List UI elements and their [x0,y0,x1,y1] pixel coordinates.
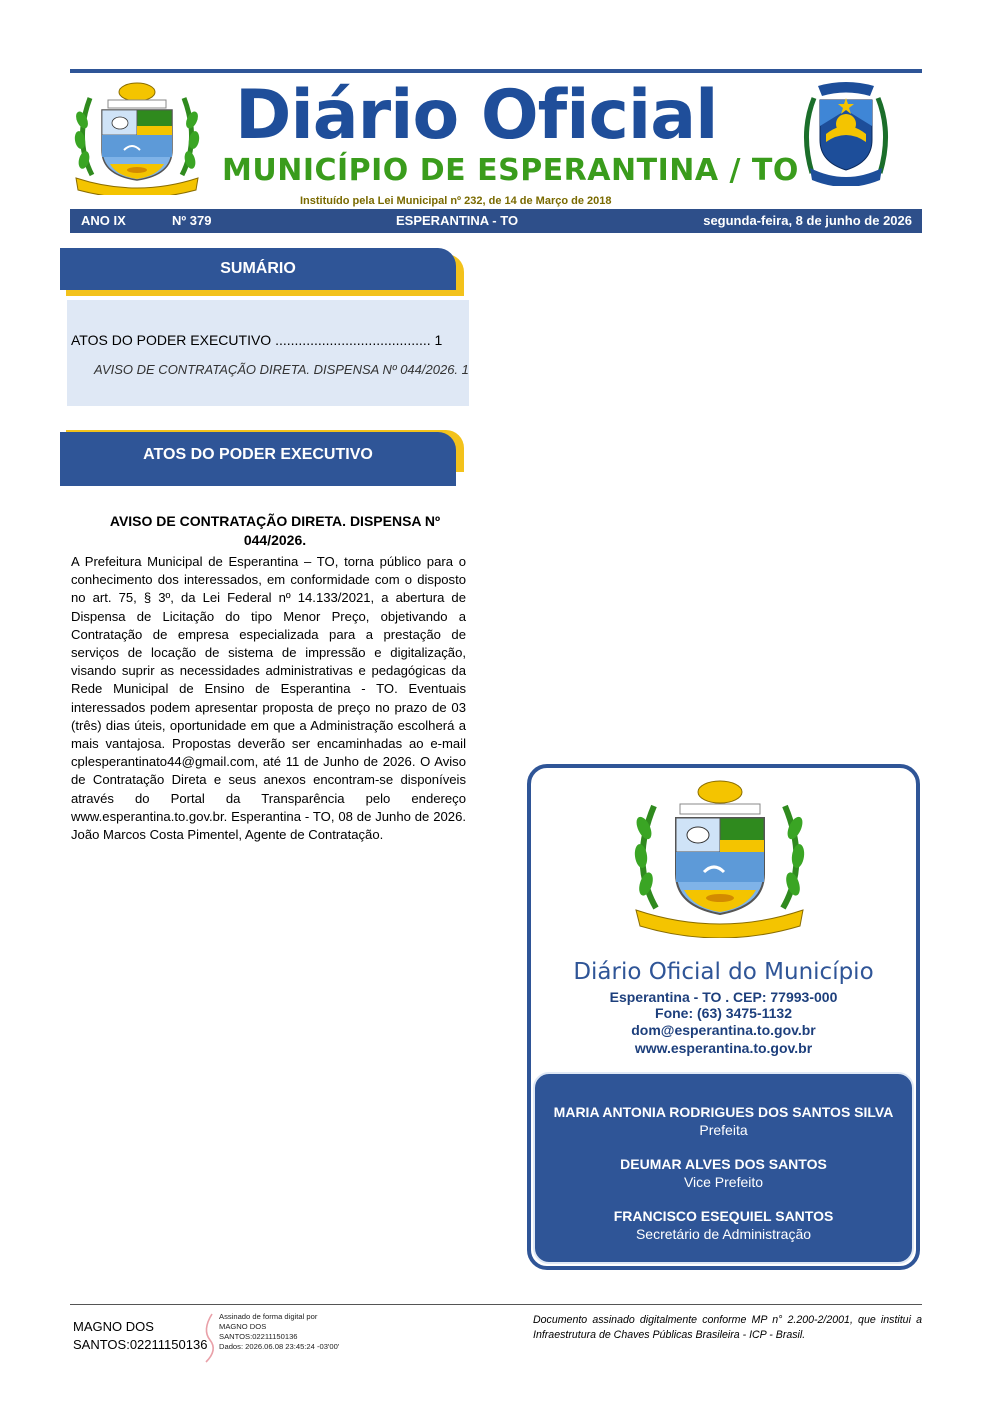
masthead-subtitle: MUNICÍPIO DE ESPERANTINA / TO [222,153,799,188]
footer-legal-note: Documento assinado digitalmente conforme MP n° 2.200-2/2001, que institui a Infraestrutura de Chaves Públicas Brasileira - ICP - Brasil. [533,1314,922,1341]
signer-name-line2: SANTOS:02211150136 [73,1337,208,1352]
official-role: Prefeita [699,1122,748,1138]
official-name: MARIA ANTONIA RODRIGUES DOS SANTOS SILVA [553,1104,894,1120]
masthead-law-reference: Instituído pela Lei Municipal nº 232, de 14 de Março de 2018 [300,195,612,207]
card-website[interactable]: www.esperantina.to.gov.br [634,1040,813,1056]
summary-entry-executive-acts[interactable]: ATOS DO PODER EXECUTIVO ........................................ 1 [71,332,443,348]
sig-detail-line: MAGNO DOS [219,1322,267,1331]
sig-detail-line: Assinado de forma digital por [219,1312,318,1321]
official-role: Secretário de Administração [635,1226,812,1242]
summary-banner [60,248,464,296]
summary-heading: SUMÁRIO [60,248,456,290]
card-phone: Fone: (63) 3475-1132 [655,1005,792,1021]
official-name: FRANCISCO ESEQUIEL SANTOS [613,1208,834,1224]
section-banner [60,424,464,472]
article-body: A Prefeitura Municipal de Esperantina – TO, torna público para o conhecimento dos interessados, em conformidade com o disposto no art. 75, § 3º, da Lei Federal nº 14.133/2021, a abertura de Dispensa de Licitação do tipo Menor Preço, objetivando a Contratação de empresa especializada para a prestação de serviços de locação de sistema de impressão e digitalização, visando suprir as necessidades administrativas e pedagógicas da Rede Municipal de Ensino de Esperantina - TO. Eventuais interessados podem apresentar proposta de preço no prazo de 03 (três) dias úteis, oportunidade em que a Administração escolherá a mais vantajosa. Propostas deverão ser encaminhadas ao e-mail cplesperantinato44@gmail.com, até 11 de Junho de 2026. O Aviso de Contratação Direta e seus anexos encontram-se disponíveis através do Portal da Transparência pelo endereço www.esperantina.to.gov.br. Esperantina - TO, 08 de Junho de 2026. João Marcos Costa Pimentel, Agente de Contratação. [71,554,466,843]
sig-detail-line: Dados: 2026.06.08 23:45:24 -03'00' [219,1342,340,1351]
official-role: Vice Prefeito [683,1174,764,1190]
official-name: DEUMAR ALVES DOS SANTOS [620,1156,827,1172]
footer-rule [70,1304,922,1305]
summary-sub-entry[interactable]: AVISO DE CONTRATAÇÃO DIRETA. DISPENSA Nº 044/2026. 1 [94,362,469,377]
state-coat-of-arms-icon [800,78,892,186]
masthead-title: Diário Oficial [235,76,718,155]
card-title: Diário Oficial do Município [573,959,874,985]
signer-name-line1: MAGNO DOS [73,1319,154,1334]
edition-date: segunda-feira, 8 de junho de 2026 [703,213,912,228]
section-heading: ATOS DO PODER EXECUTIVO [60,432,456,486]
municipal-coat-of-arms-large-icon [632,778,807,938]
article-title: AVISO DE CONTRATAÇÃO DIRETA. DISPENSA Nº 044/2026. [109,513,441,548]
municipal-coat-of-arms-icon [72,80,202,195]
edition-info-bar [70,209,922,233]
card-address: Esperantina - TO . CEP: 77993-000 [609,989,838,1005]
sig-detail-line: SANTOS:02211150136 [219,1332,298,1341]
digital-signature-details [219,1312,369,1360]
edition-city: ESPERANTINA - TO [396,213,519,228]
header-top-rule [70,69,922,73]
summary-panel [67,300,469,406]
edition-year: ANO IX [81,213,126,228]
card-email[interactable]: dom@esperantina.to.gov.br [631,1022,816,1038]
edition-number: Nº 379 [172,213,212,228]
